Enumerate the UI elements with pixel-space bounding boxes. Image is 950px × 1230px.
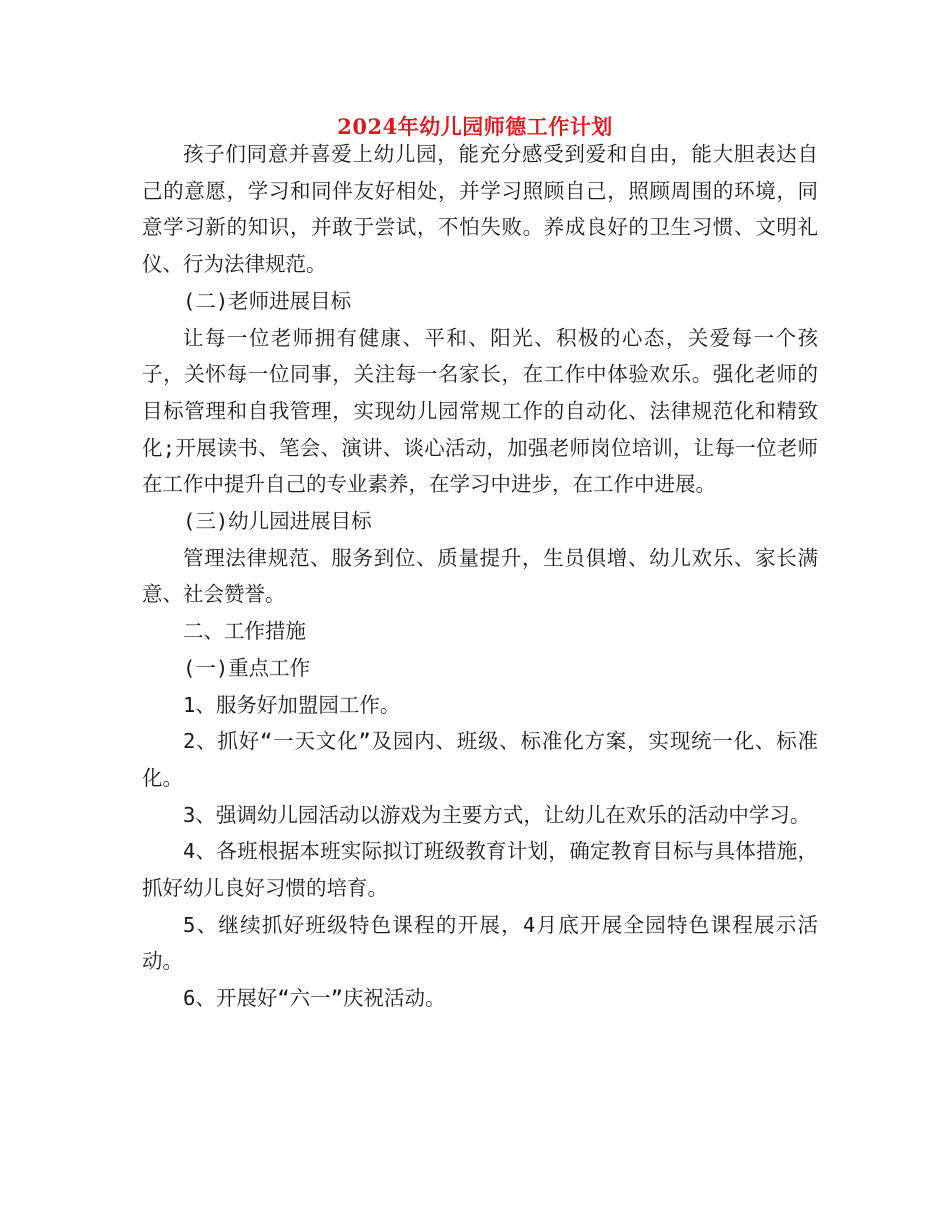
section-heading: (三)幼儿园进展目标 [183,509,372,534]
section-heading: (一)重点工作 [183,655,311,680]
section-heading: (二)老师进展目标 [183,288,352,313]
document-title: 2024年幼儿园师德工作计划 [337,114,613,139]
list-item: 3、强调幼儿园活动以游戏为主要方式，让幼儿在欢乐的活动中学习。 [183,802,811,827]
document-body [142,136,818,1017]
paragraph: 让每一位老师拥有健康、平和、阳光、积极的心态，关爱每一个孩子，关怀每一位同事，关注每一名家长，在工作中体验欢乐。强化老师的目标管理和自我管理，实现幼儿园常规工作的自动化、法律规范化和精致化;开展读书、笔会、演讲、谈心活动，加强老师岗位培训，让每一位老师在工作中提升自己的专业素养，在学习中进步，在工作中进展。 [142,325,818,497]
paragraph: 孩子们同意并喜爱上幼儿园，能充分感受到爱和自由，能大胆表达自己的意愿，学习和同伴友好相处，并学习照顾自己，照顾周围的环境，同意学习新的知识，并敢于尝试，不怕失败。养成良好的卫生习惯、文明礼仪、行为法律规范。 [142,142,818,277]
list-item: 2、抓好“一天文化”及园内、班级、标准化方案，实现统一化、标准化。 [142,729,818,790]
list-item: 5、继续抓好班级特色课程的开展，4月底开展全园特色课程展示活动。 [142,912,818,974]
list-item: 6、开展好“六一”庆祝活动。 [183,986,446,1011]
list-item: 1、服务好加盟园工作。 [183,692,401,717]
section-heading: 二、工作措施 [183,619,306,644]
paragraph: 管理法律规范、服务到位、质量提升，生员俱增、幼儿欢乐、家长满意、社会赞誉。 [142,545,818,607]
list-item: 4、各班根据本班实际拟订班级教育计划，确定教育目标与具体措施，抓好幼儿良好习惯的培育。 [142,839,818,901]
